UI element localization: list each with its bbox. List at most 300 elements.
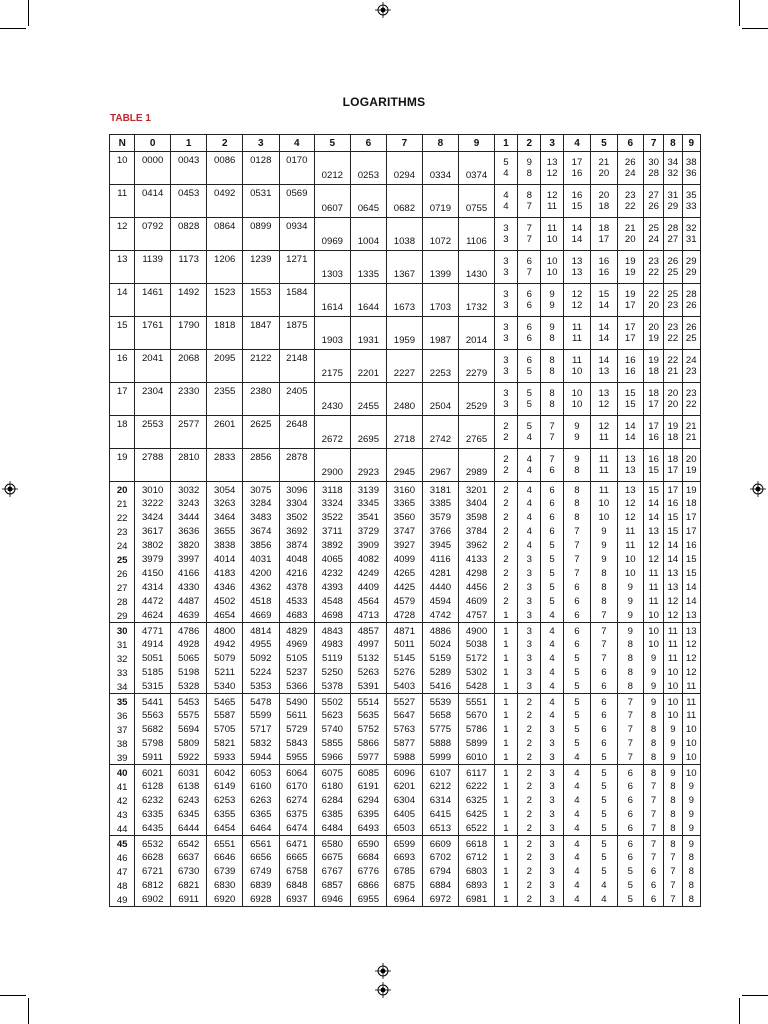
- mean-difference-value: 5: [541, 594, 563, 608]
- log-value-cell: [135, 185, 171, 218]
- log-value: 5172: [459, 651, 495, 665]
- log-value: 0000: [141, 155, 164, 166]
- mean-difference-value: 3: [503, 267, 509, 278]
- row-number: 34: [110, 679, 135, 694]
- log-value: 6484: [315, 821, 351, 836]
- mean-difference-value: 3: [541, 736, 563, 750]
- log-value: 5527: [387, 694, 423, 709]
- log-value: 0682: [393, 203, 416, 214]
- mean-difference-value: 13: [546, 157, 558, 168]
- log-value: 6911: [170, 892, 207, 907]
- log-value: 6053: [242, 765, 279, 780]
- log-value-cell: [135, 317, 171, 350]
- mean-difference-value: 8: [563, 510, 590, 524]
- mean-difference-value: 4: [563, 821, 590, 836]
- mean-difference-value: 4: [563, 864, 590, 878]
- log-value: 4757: [459, 608, 495, 623]
- mean-difference-cell: [541, 350, 563, 383]
- mean-difference-value: 11: [571, 333, 582, 344]
- mean-difference-value: 8: [526, 190, 532, 201]
- mean-difference-value: 5: [563, 708, 590, 722]
- mean-difference-value: 6: [549, 465, 555, 476]
- mean-difference-value: 26: [685, 322, 697, 333]
- mean-difference-value: 10: [617, 566, 643, 580]
- mean-difference-value: 6: [617, 779, 643, 793]
- log-value: 6937: [279, 892, 315, 907]
- mean-difference-value: 3: [503, 289, 509, 300]
- log-value: 3096: [279, 482, 315, 497]
- mean-difference-value: 2: [494, 482, 517, 497]
- mean-difference-value: 1: [494, 623, 517, 638]
- mean-difference-value: 18: [598, 201, 610, 212]
- table-row: [110, 449, 701, 482]
- mean-difference-value: 9: [591, 552, 617, 566]
- log-value: 6075: [315, 765, 351, 780]
- log-value: 5416: [422, 679, 459, 694]
- log-value: 4031: [242, 552, 279, 566]
- log-value: 6955: [350, 892, 387, 907]
- log-value: 6665: [279, 850, 315, 864]
- log-value: 2833: [214, 452, 236, 463]
- mean-difference-cell: [518, 218, 541, 251]
- mean-difference-value: 1: [494, 821, 517, 836]
- log-value: 3909: [350, 538, 387, 552]
- mean-difference-value: 3: [541, 765, 563, 780]
- log-value-cell: [315, 383, 351, 416]
- table-row: [110, 580, 701, 594]
- crop-mark: [28, 0, 29, 26]
- log-value-cell: [350, 317, 387, 350]
- log-value: 1335: [357, 269, 380, 280]
- log-value: 1931: [357, 335, 380, 346]
- log-value: 6365: [242, 807, 279, 821]
- log-value-cell: [350, 284, 387, 317]
- log-value: 5441: [135, 694, 171, 709]
- mean-difference-value: 26: [648, 201, 659, 212]
- mean-difference-value: 6: [643, 878, 663, 892]
- log-value-cell: [459, 152, 495, 185]
- mean-difference-value: 27: [648, 190, 659, 201]
- mean-difference-value: 6: [541, 510, 563, 524]
- mean-difference-value: 16: [598, 267, 610, 278]
- log-value: 1644: [357, 302, 380, 313]
- log-value: 1367: [393, 269, 416, 280]
- mean-difference-value: 15: [624, 388, 636, 399]
- log-value: 4942: [207, 637, 243, 651]
- mean-difference-value: 4: [541, 708, 563, 722]
- log-value: 6503: [387, 821, 423, 836]
- log-value: 6758: [279, 864, 315, 878]
- log-value: 5105: [279, 651, 315, 665]
- mean-difference-value: 5: [541, 538, 563, 552]
- log-value: 1303: [321, 269, 343, 280]
- mean-difference-value: 10: [682, 750, 700, 765]
- log-value: 6471: [279, 836, 315, 851]
- log-value: 4378: [279, 580, 315, 594]
- log-value: 3444: [170, 510, 207, 524]
- log-value: 2967: [429, 467, 452, 478]
- mean-difference-value: 4: [503, 201, 509, 212]
- log-value: 6972: [422, 892, 459, 907]
- log-value: 5563: [135, 708, 171, 722]
- mean-difference-value: 21: [624, 223, 636, 234]
- log-value-cell: [207, 251, 243, 284]
- mean-difference-value: 4: [563, 836, 590, 851]
- log-value: 4594: [422, 594, 459, 608]
- table-row: [110, 594, 701, 608]
- mean-difference-value: 5: [563, 736, 590, 750]
- mean-difference-cell: [494, 185, 517, 218]
- mean-difference-value: 14: [664, 538, 682, 552]
- log-value: 6646: [207, 850, 243, 864]
- log-value-cell: [242, 218, 279, 251]
- row-number: 37: [110, 722, 135, 736]
- mean-difference-value: 7: [591, 623, 617, 638]
- log-value: 0934: [286, 221, 308, 232]
- log-value: 4857: [350, 623, 387, 638]
- log-value-cell: [350, 251, 387, 284]
- log-value: 4425: [387, 580, 423, 594]
- mean-difference-value: 18: [667, 454, 679, 465]
- mean-difference-value: 4: [518, 496, 541, 510]
- mean-difference-value: 8: [682, 850, 700, 864]
- mean-difference-value: 8: [549, 399, 555, 410]
- log-value: 5119: [315, 651, 351, 665]
- table-row: [110, 878, 701, 892]
- log-value: 3945: [422, 538, 459, 552]
- log-value: 6201: [387, 779, 423, 793]
- mean-difference-value: 4: [563, 779, 590, 793]
- log-value: 6542: [170, 836, 207, 851]
- mean-difference-value: 7: [526, 201, 532, 212]
- crop-mark: [0, 28, 26, 29]
- mean-difference-value: 3: [503, 256, 509, 267]
- mean-difference-cell: [494, 284, 517, 317]
- mean-difference-value: 8: [526, 168, 532, 179]
- log-value: 0645: [357, 203, 380, 214]
- row-number: 30: [110, 623, 135, 638]
- mean-difference-value: 6: [617, 850, 643, 864]
- mean-difference-value: 5: [563, 679, 590, 694]
- table-row: [110, 510, 701, 524]
- mean-difference-cell: [541, 218, 563, 251]
- log-value: 6212: [422, 779, 459, 793]
- log-value: 5587: [207, 708, 243, 722]
- row-number: 15: [110, 317, 135, 350]
- log-value: 6405: [387, 807, 423, 821]
- log-value: 0755: [465, 203, 488, 214]
- mean-difference-value: 5: [591, 836, 617, 851]
- mean-difference-value: 16: [571, 190, 583, 201]
- log-value: 5237: [279, 665, 315, 679]
- log-value: 5302: [459, 665, 495, 679]
- mean-difference-value: 3: [518, 580, 541, 594]
- log-value-cell: [350, 185, 387, 218]
- mean-difference-value: 7: [563, 524, 590, 538]
- table-row: [110, 793, 701, 807]
- log-value: 3404: [459, 496, 495, 510]
- mean-difference-value: 6: [526, 289, 532, 300]
- table-row: [110, 566, 701, 580]
- log-value: 5977: [350, 750, 387, 765]
- log-value: 5378: [315, 679, 351, 694]
- mean-difference-value: 4: [518, 510, 541, 524]
- log-value: 6812: [135, 878, 171, 892]
- registration-mark-icon: [2, 481, 18, 497]
- log-value: 2201: [357, 368, 380, 379]
- row-number: 39: [110, 750, 135, 765]
- log-value: 4786: [170, 623, 207, 638]
- table-row: [110, 317, 701, 350]
- log-value: 1875: [286, 320, 308, 331]
- mean-difference-value: 14: [598, 333, 610, 344]
- mean-difference-value: 12: [664, 594, 682, 608]
- log-value: 3054: [207, 482, 243, 497]
- log-value: 0607: [321, 203, 343, 214]
- mean-difference-value: 23: [624, 190, 636, 201]
- mean-difference-value: 6: [563, 623, 590, 638]
- log-value: 1732: [465, 302, 488, 313]
- log-value-cell: [350, 449, 387, 482]
- mean-difference-value: 10: [664, 694, 682, 709]
- log-value: 6776: [350, 864, 387, 878]
- log-value: 5051: [135, 651, 171, 665]
- mean-difference-value: 6: [563, 608, 590, 623]
- mean-difference-value: 5: [591, 864, 617, 878]
- log-value: 2625: [250, 419, 272, 430]
- log-value: 0453: [178, 188, 200, 199]
- log-value: 0374: [465, 170, 488, 181]
- mean-difference-value: 14: [598, 355, 610, 366]
- mean-difference-value: 3: [541, 779, 563, 793]
- row-number: 46: [110, 850, 135, 864]
- mean-difference-cell: [563, 284, 590, 317]
- row-number: 35: [110, 694, 135, 709]
- log-value: 4639: [170, 608, 207, 623]
- mean-difference-value: 6: [591, 665, 617, 679]
- column-header-digit: 6: [350, 135, 387, 152]
- mean-difference-value: 13: [643, 524, 663, 538]
- row-number: 31: [110, 637, 135, 651]
- mean-difference-value: 14: [571, 223, 583, 234]
- mean-difference-value: 9: [643, 679, 663, 694]
- row-number: 33: [110, 665, 135, 679]
- row-number: 32: [110, 651, 135, 665]
- log-value-cell: [279, 218, 315, 251]
- log-value: 4742: [422, 608, 459, 623]
- log-value: 5185: [135, 665, 171, 679]
- log-value-cell: [459, 317, 495, 350]
- mean-difference-value: 10: [664, 665, 682, 679]
- log-value: 6628: [135, 850, 171, 864]
- mean-difference-value: 11: [571, 355, 582, 366]
- mean-difference-value: 7: [563, 538, 590, 552]
- log-value: 5821: [207, 736, 243, 750]
- log-value: 3747: [387, 524, 423, 538]
- log-value-cell: [207, 284, 243, 317]
- log-value: 6314: [422, 793, 459, 807]
- log-value: 1584: [286, 287, 308, 298]
- log-value-cell: [459, 449, 495, 482]
- log-value: 4997: [350, 637, 387, 651]
- log-value: 1399: [429, 269, 452, 280]
- column-header-n: N: [110, 135, 135, 152]
- log-value-cell: [459, 284, 495, 317]
- log-value: 5340: [207, 679, 243, 694]
- mean-difference-value: 6: [591, 722, 617, 736]
- log-value: 5465: [207, 694, 243, 709]
- mean-difference-cell: [541, 185, 563, 218]
- log-value: 5011: [387, 637, 423, 651]
- log-value-cell: [207, 152, 243, 185]
- log-value: 5786: [459, 722, 495, 736]
- mean-difference-value: 1: [494, 892, 517, 907]
- log-value: 2648: [286, 419, 308, 430]
- mean-difference-value: 24: [624, 168, 636, 179]
- mean-difference-value: 2: [518, 793, 541, 807]
- mean-difference-value: 28: [685, 289, 697, 300]
- log-value: 6946: [315, 892, 351, 907]
- mean-difference-value: 1: [494, 722, 517, 736]
- mean-difference-value: 10: [682, 765, 700, 780]
- mean-difference-value: 11: [664, 651, 682, 665]
- log-value: 6160: [242, 779, 279, 793]
- log-value-cell: [387, 317, 423, 350]
- log-value-cell: [387, 449, 423, 482]
- row-number: 28: [110, 594, 135, 608]
- mean-difference-value: 1: [494, 708, 517, 722]
- mean-difference-value: 15: [682, 552, 700, 566]
- log-value: 3075: [242, 482, 279, 497]
- log-value: 4533: [279, 594, 315, 608]
- mean-difference-value: 4: [541, 651, 563, 665]
- mean-difference-value: 8: [574, 465, 580, 476]
- log-value: 1987: [429, 335, 452, 346]
- mean-difference-value: 3: [518, 608, 541, 623]
- log-value-cell: [170, 317, 207, 350]
- row-number: 36: [110, 708, 135, 722]
- log-value: 6561: [242, 836, 279, 851]
- mean-difference-value: 11: [664, 637, 682, 651]
- log-value: 1959: [393, 335, 416, 346]
- mean-difference-value: 21: [685, 421, 697, 432]
- mean-difference-cell: [643, 350, 663, 383]
- log-value: 4871: [387, 623, 423, 638]
- mean-difference-value: 26: [685, 300, 697, 311]
- mean-difference-value: 11: [617, 524, 643, 538]
- log-value: 3579: [422, 510, 459, 524]
- mean-difference-cell: [643, 416, 663, 449]
- log-value: 1903: [321, 335, 343, 346]
- mean-difference-value: 9: [549, 300, 555, 311]
- mean-difference-value: 5: [526, 366, 532, 377]
- log-value-cell: [422, 449, 459, 482]
- mean-difference-value: 8: [549, 388, 555, 399]
- mean-difference-value: 1: [494, 679, 517, 694]
- mean-difference-value: 19: [648, 355, 659, 366]
- mean-difference-cell: [541, 284, 563, 317]
- log-value-cell: [135, 284, 171, 317]
- log-value: 6191: [350, 779, 387, 793]
- mean-difference-cell: [682, 284, 700, 317]
- log-value-cell: [279, 251, 315, 284]
- mean-difference-value: 13: [624, 465, 636, 476]
- mean-difference-cell: [563, 185, 590, 218]
- log-value: 0531: [250, 188, 272, 199]
- mean-difference-value: 18: [598, 223, 610, 234]
- table-row: [110, 538, 701, 552]
- mean-difference-value: 5: [541, 552, 563, 566]
- mean-difference-value: 22: [624, 201, 636, 212]
- mean-difference-value: 4: [503, 190, 509, 201]
- mean-difference-value: 9: [549, 289, 555, 300]
- log-value: 4249: [350, 566, 387, 580]
- mean-difference-value: 4: [591, 892, 617, 907]
- log-value-cell: [350, 218, 387, 251]
- log-value: 6590: [350, 836, 387, 851]
- mean-difference-value: 17: [667, 465, 679, 476]
- mean-difference-value: 1: [494, 651, 517, 665]
- mean-difference-value: 7: [643, 850, 663, 864]
- log-value: 5490: [279, 694, 315, 709]
- mean-difference-value: 6: [526, 322, 532, 333]
- mean-difference-cell: [563, 416, 590, 449]
- registration-mark-icon: [375, 963, 391, 979]
- mean-difference-value: 1: [494, 608, 517, 623]
- mean-difference-cell: [591, 317, 617, 350]
- mean-difference-value: 20: [598, 190, 610, 201]
- mean-difference-value: 15: [624, 399, 636, 410]
- mean-difference-value: 12: [664, 608, 682, 623]
- mean-difference-cell: [617, 416, 643, 449]
- mean-difference-value: 26: [667, 256, 679, 267]
- row-number: 17: [110, 383, 135, 416]
- log-value: 6794: [422, 864, 459, 878]
- log-value: 1072: [429, 236, 452, 247]
- log-value: 4346: [207, 580, 243, 594]
- table-row: [110, 722, 701, 736]
- row-number: 45: [110, 836, 135, 851]
- row-number: 44: [110, 821, 135, 836]
- log-value: 4771: [135, 623, 171, 638]
- mean-difference-value: 15: [682, 566, 700, 580]
- mean-difference-value: 31: [667, 190, 679, 201]
- mean-difference-value: 12: [598, 421, 610, 432]
- mean-difference-value: 3: [518, 623, 541, 638]
- mean-difference-value: 6: [563, 580, 590, 594]
- mean-difference-value: 6: [563, 594, 590, 608]
- mean-difference-value: 9: [664, 722, 682, 736]
- mean-difference-value: 5: [591, 821, 617, 836]
- log-value: 4955: [242, 637, 279, 651]
- log-value: 3874: [279, 538, 315, 552]
- log-value: 3483: [242, 510, 279, 524]
- log-value: 2601: [214, 419, 236, 430]
- log-value: 0253: [357, 170, 380, 181]
- mean-difference-value: 7: [563, 552, 590, 566]
- mean-difference-cell: [617, 383, 643, 416]
- mean-difference-value: 12: [682, 665, 700, 679]
- log-value: 5539: [422, 694, 459, 709]
- mean-difference-value: 7: [549, 421, 555, 432]
- mean-difference-value: 3: [541, 878, 563, 892]
- log-value: 5198: [170, 665, 207, 679]
- table-row: [110, 350, 701, 383]
- log-value-cell: [387, 251, 423, 284]
- mean-difference-cell: [518, 350, 541, 383]
- mean-difference-value: 3: [503, 399, 509, 410]
- log-value: 1614: [321, 302, 343, 313]
